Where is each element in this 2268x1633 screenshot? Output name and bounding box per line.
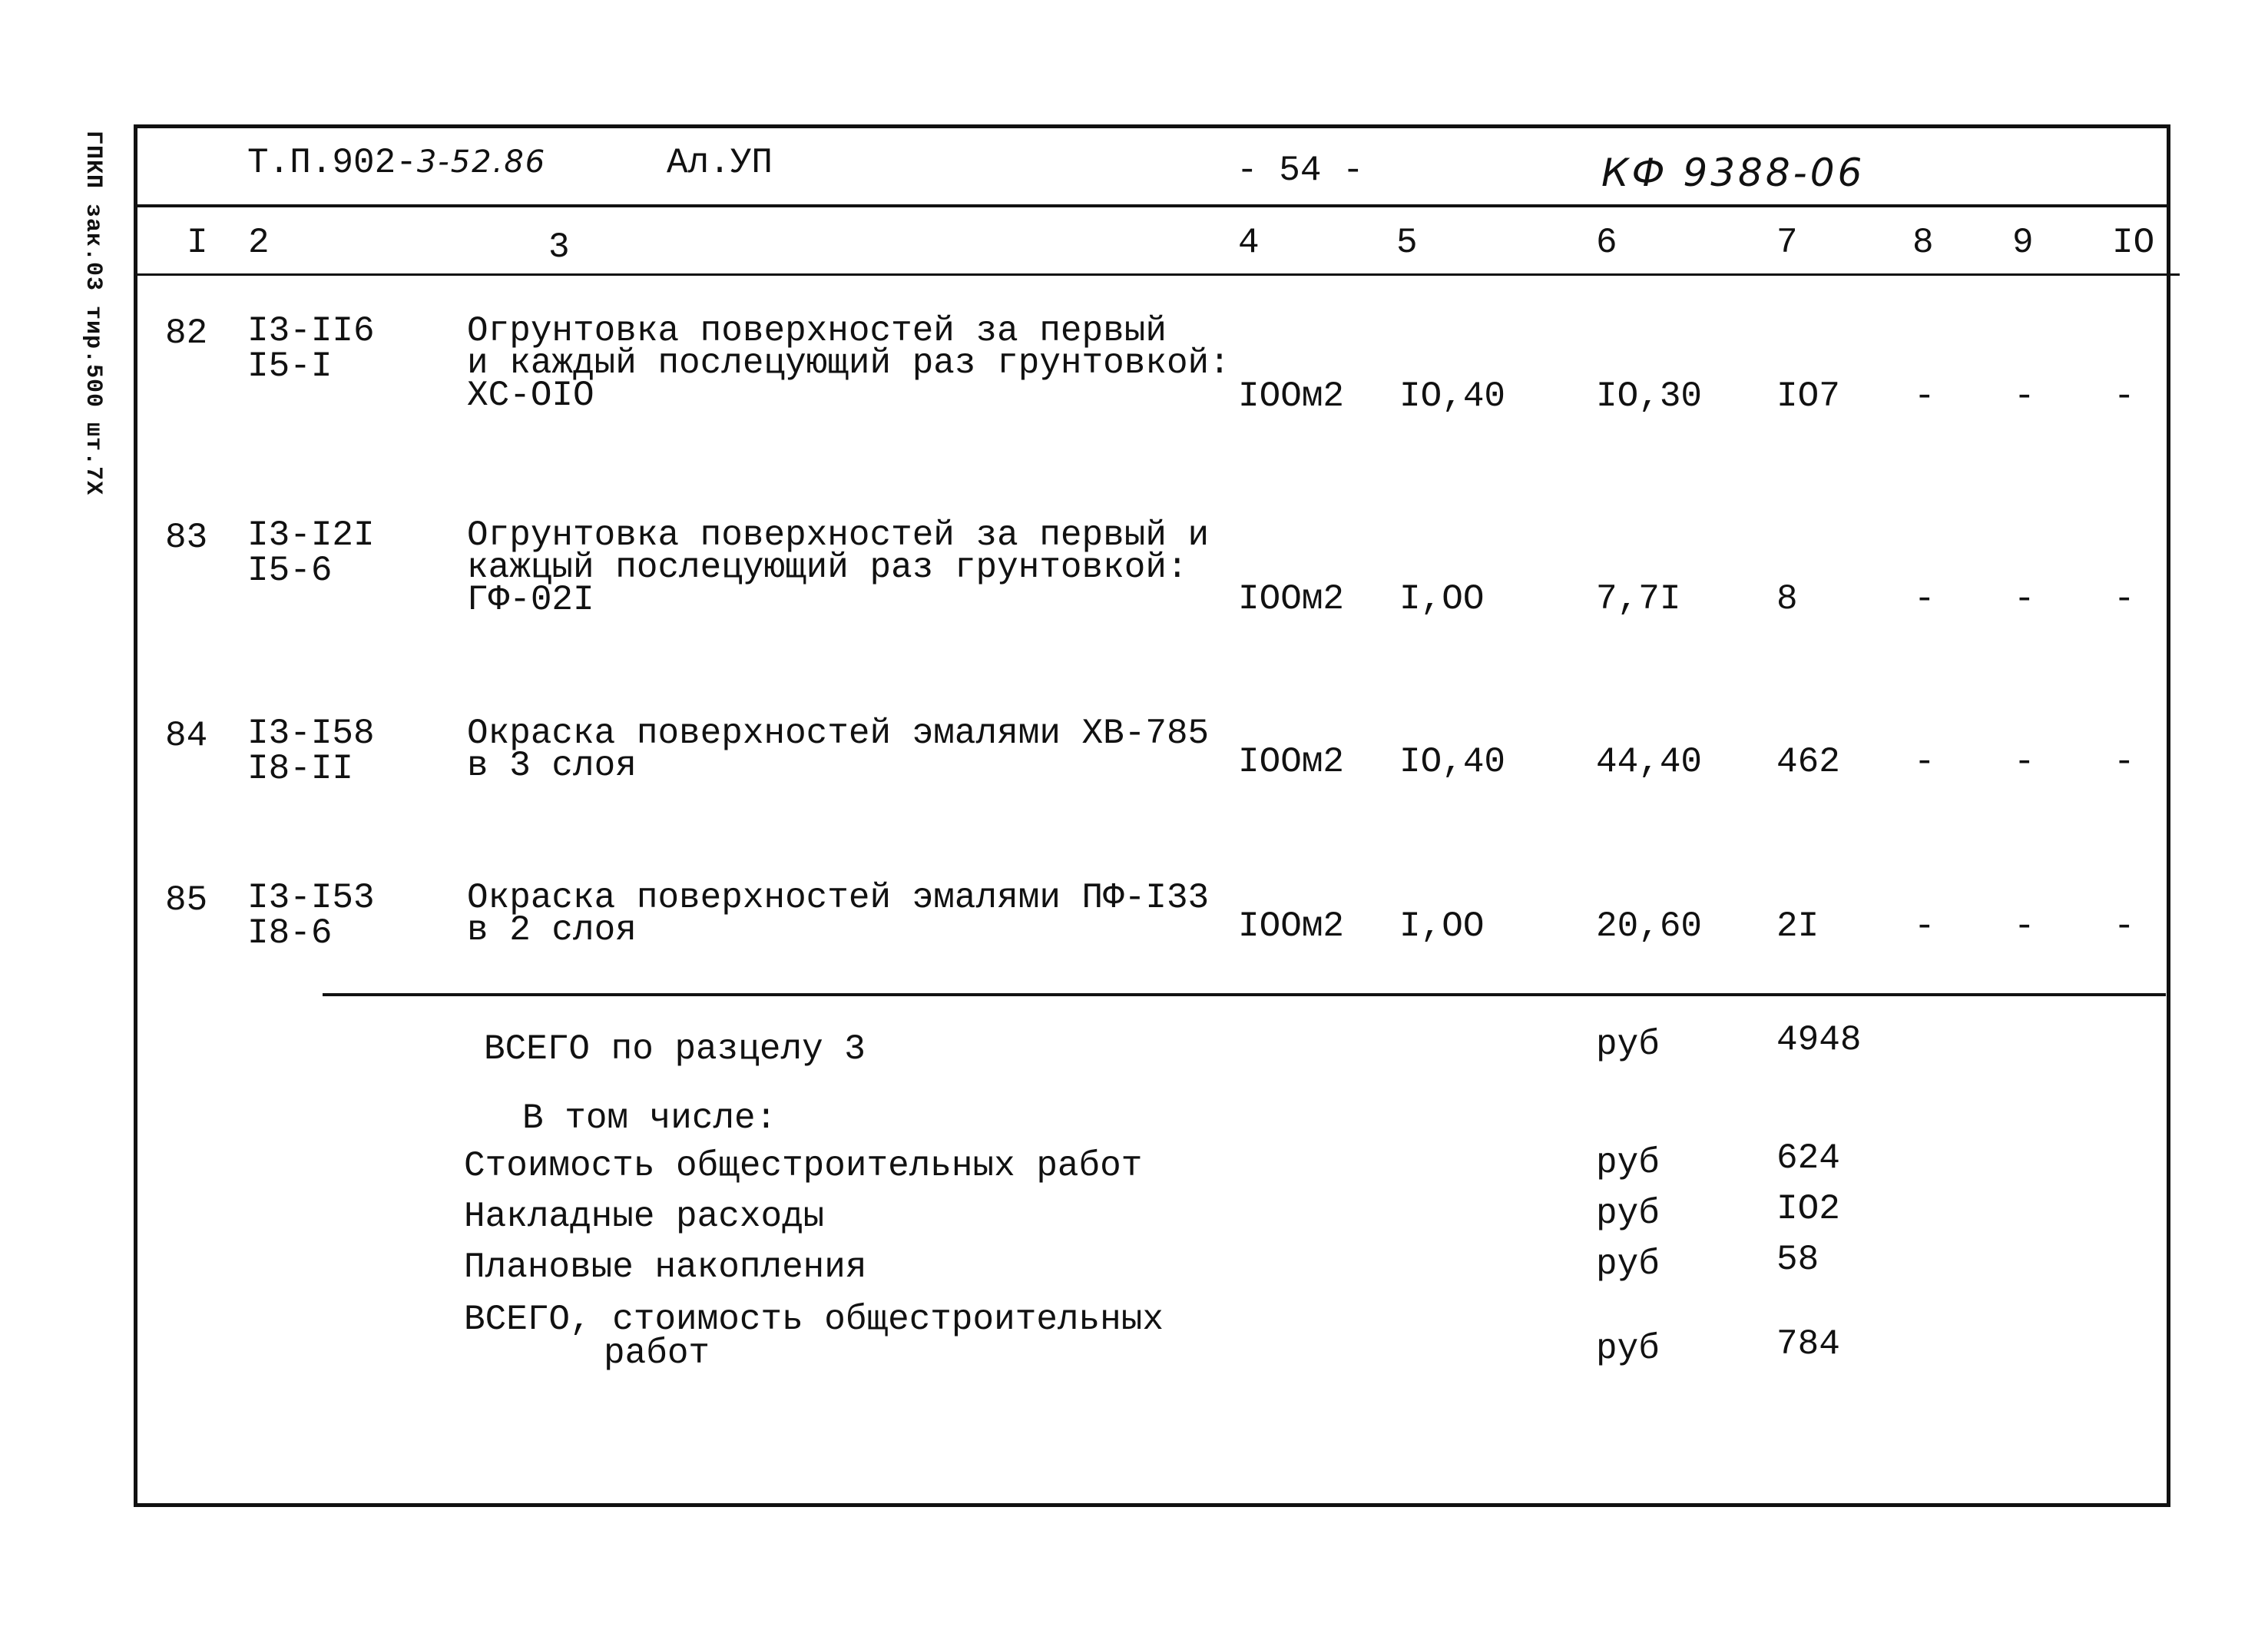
grand-total-unit: руб [1596,1329,1660,1369]
row-price: 20,60 [1596,906,1703,946]
side-stamp: ГПКП зак.03 тир.500 шт.7Х [80,131,106,496]
summary-item-unit: руб [1596,1194,1660,1234]
row-number: 84 [165,716,208,756]
including-label: В том числе: [522,1098,777,1138]
row-quantity: IO,40 [1399,742,1506,782]
album-label: Ал.УП [667,143,773,183]
col-7-header: 7 [1776,223,1798,263]
row-total: 2I [1776,906,1819,946]
row-quantity: I,OO [1399,906,1485,946]
row-description: Окраска поверхностей эмалями ХВ-785 в 3 слоя [467,714,1210,786]
row-total: 462 [1776,742,1840,782]
grand-total-value: 784 [1776,1324,1840,1364]
row-code: I3-I58 I8-II [247,714,375,789]
row-quantity: IO,40 [1399,376,1506,416]
total-section-unit: руб [1596,1025,1660,1065]
col-5-header: 5 [1396,223,1418,263]
column-header-divider [137,273,2180,276]
row-description: Огрунтовка поверхностей за первый и кажцый послецующий раз грунтовкой: ГФ-02I [467,515,1210,620]
row-unit: IOOм2 [1238,906,1345,946]
row-description: Окраска поверхностей эмалями ПФ-I33 в 2 слоя [467,878,1210,950]
col-10-header: IO [2112,223,2155,263]
row-total: 8 [1776,579,1798,619]
project-prefix: Т.П.902- [247,143,417,183]
summary-item-unit: руб [1596,1244,1660,1284]
row-code: I3-I2I I5-6 [247,515,375,591]
row-col9: - [2014,579,2035,619]
row-col10: - [2114,579,2135,619]
row-number: 82 [165,313,208,353]
total-section-label: ВСЕГО по разцелу 3 [484,1029,866,1069]
page-number: - 54 - [1237,151,1364,190]
col-8-header: 8 [1912,223,1934,263]
summary-item-unit: руб [1596,1143,1660,1183]
summary-item-value: 58 [1776,1240,1819,1280]
summary-item-value: IO2 [1776,1189,1840,1229]
row-col8: - [1914,742,1935,782]
row-col9: - [2014,376,2035,416]
row-col8: - [1914,579,1935,619]
row-unit: IOOм2 [1238,376,1345,416]
summary-item-label: Плановые накопления [464,1247,867,1287]
row-unit: IOOм2 [1238,742,1345,782]
row-price: 44,40 [1596,742,1703,782]
row-quantity: I,OO [1399,579,1485,619]
row-col9: - [2014,906,2035,946]
col-3-header: 3 [548,227,570,267]
row-total: IO7 [1776,376,1840,416]
row-col8: - [1914,906,1935,946]
grand-total-label-line2: работ [604,1333,710,1373]
row-col10: - [2114,376,2135,416]
document-code: КФ 9388-06 [1601,151,1866,195]
col-9-header: 9 [2012,223,2034,263]
row-price: 7,7I [1596,579,1681,619]
row-code: I3-II6 I5-I [247,311,375,386]
summary-item-label: Стоимость общестроительных работ [464,1146,1143,1186]
row-col9: - [2014,742,2035,782]
row-col10: - [2114,906,2135,946]
summary-item-value: 624 [1776,1138,1840,1178]
project-code [247,143,546,183]
row-number: 85 [165,880,208,920]
row-col10: - [2114,742,2135,782]
total-section-value: 4948 [1776,1020,1862,1060]
row-unit: IOOм2 [1238,579,1345,619]
row-code: I3-I53 I8-6 [247,878,375,953]
row-price: IO,30 [1596,376,1703,416]
row-number: 83 [165,518,208,558]
grand-total-label-line1: ВСЕГО, стоимость общестроительных [464,1300,1164,1340]
row-col8: - [1914,376,1935,416]
summary-divider [323,993,2166,996]
summary-item-label: Накладные расходы [464,1197,825,1237]
col-6-header: 6 [1596,223,1617,263]
project-handwritten: 3-52.86 [416,144,547,180]
col-1-header: I [187,223,208,263]
col-2-header: 2 [248,223,270,263]
header-divider [137,204,2167,207]
col-4-header: 4 [1238,223,1260,263]
row-description: Огрунтовка поверхностей за первый и каждый послецующий раз грунтовкой: ХС-OIO [467,311,1230,416]
